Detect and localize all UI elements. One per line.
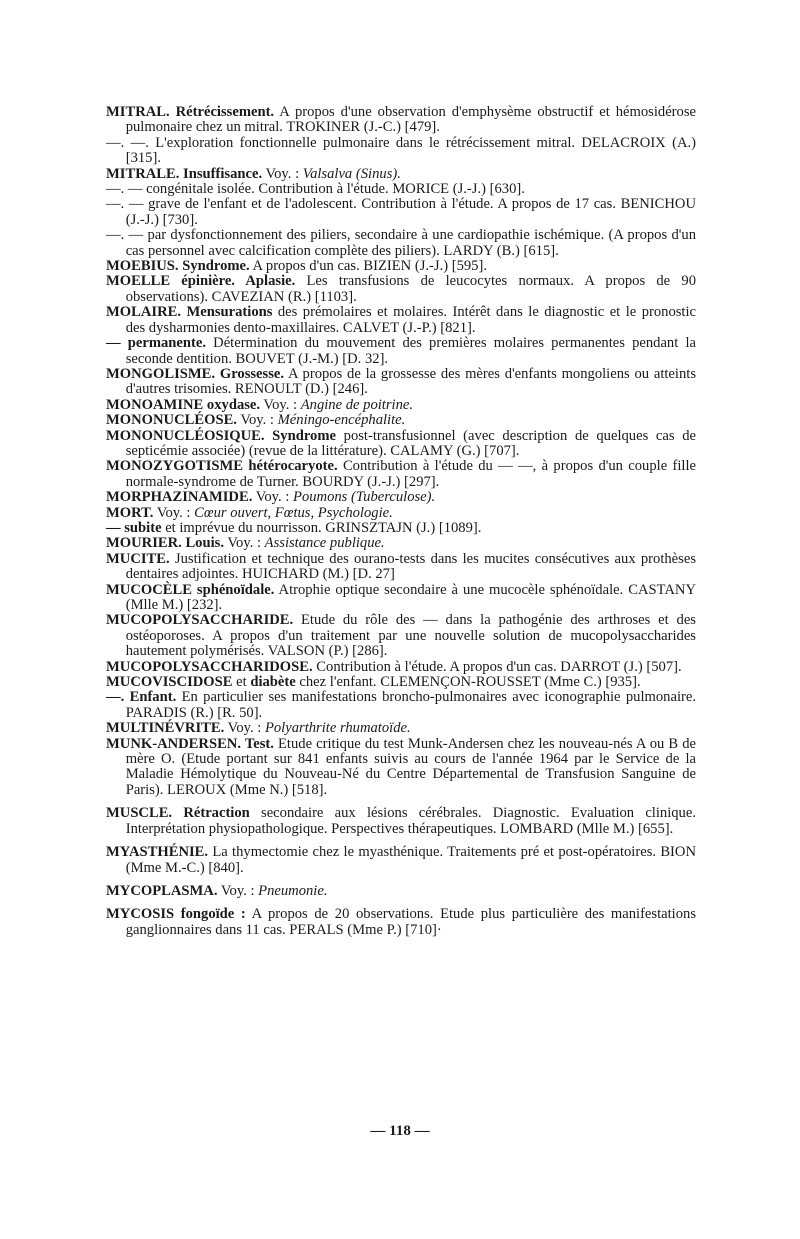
entry-text: Atrophie optique secondaire à une mucocèle sphénoïdale. CASTANY (Mlle M.) [232].	[125, 581, 696, 613]
entry-heading: MUCOVISCIDOSE	[106, 674, 233, 691]
entry-text: Voy. :	[262, 165, 303, 182]
entry-text: et imprévue du nourrisson. GRINSZTAJN (J.) [1089].	[161, 519, 482, 536]
entry-text: Etude du rôle des — dans la pathogénie des arthroses et des ostéoporoses. A propos d'un traitement par une nouvelle solution de mucopolysaccharides hautement polymérisés. VALSON (P.) [286].	[125, 612, 696, 660]
index-entry	[106, 737, 696, 799]
index-entry	[106, 521, 696, 536]
index-entry	[106, 613, 696, 659]
index-entry	[106, 845, 696, 876]
entry-heading: MYCOPLASMA.	[106, 882, 218, 899]
index-entry	[106, 536, 696, 551]
index-entry	[106, 228, 696, 259]
index-entry	[106, 197, 696, 228]
entry-text: post-transfusionnel (avec description de quelques cas de septicémie associée) (revue de la littérature). CALAMY (G.) [707].	[125, 427, 696, 459]
index-entry	[106, 398, 696, 413]
index-entry	[106, 675, 696, 690]
entry-text: Voy. :	[260, 396, 301, 413]
entry-cross-reference: Assistance publique.	[264, 535, 385, 552]
index-entry	[106, 884, 696, 899]
index-entry	[106, 336, 696, 367]
entry-text: et	[232, 674, 251, 691]
entry-cross-reference: Cœur ouvert, Fœtus, Psychologie.	[194, 504, 393, 521]
index-entry	[106, 413, 696, 428]
entry-heading: — subite	[106, 519, 162, 536]
entry-heading: MONONUCLÉOSE.	[106, 412, 237, 429]
entry-heading: MITRALE. Insuffisance.	[106, 165, 263, 182]
entry-text: Voy. :	[153, 504, 195, 521]
index-entry	[106, 907, 696, 938]
entry-text: Contribution à l'étude du — —, à propos d'un couple fille normale-syndrome de Turner. BOURDY (J.-J.) [297].	[125, 458, 697, 490]
entry-text: A propos d'une observation d'emphysème obstructif et hémosidérose pulmonaire chez un mitral. TROKINER (J.-C.) [479].	[125, 104, 696, 136]
entry-text: Voy. :	[252, 489, 294, 506]
entry-heading: MOLAIRE. Mensurations	[106, 304, 273, 321]
entry-text: —. — par dysfonctionnement des piliers, secondaire à une cardiopathie ischémique. (A propos d'un cas personnel avec calcification complète des piliers). LARDY (B.) [615].	[106, 227, 696, 259]
index-entry	[106, 721, 696, 736]
entry-text: Etude critique du test Munk-Andersen chez les nouveau-nés A ou B de mère O. (Etude portant sur 841 enfants suivis au cours de l'année 1964 par le Service de la Maladie Hémolytique du Nouveau-Né du Centre Départemental de Transfusion Sanguine de Paris). LEROUX (Mme N.) [518].	[125, 735, 696, 798]
index-entry	[106, 305, 696, 336]
index-entry	[106, 167, 696, 182]
index-entry	[106, 459, 696, 490]
entry-cross-reference: Pneumonie.	[258, 882, 328, 899]
entry-heading: MUCOCÈLE sphénoïdale.	[106, 581, 275, 598]
entry-heading: MOEBIUS. Syndrome.	[106, 258, 250, 275]
index-entry	[106, 367, 696, 398]
index-entry	[106, 182, 696, 197]
entry-text: —. — congénitale isolée. Contribution à l'étude. MORICE (J.-J.) [630].	[106, 181, 525, 198]
entry-heading: MONOZYGOTISME hétérocaryote.	[106, 458, 338, 475]
index-entry	[106, 660, 696, 675]
entry-cross-reference: Polyarthrite rhumatoïde.	[264, 720, 411, 737]
entry-text: Voy. :	[223, 535, 265, 552]
index-entry	[106, 429, 696, 460]
entry-heading: MONONUCLÉOSIQUE. Syndrome	[106, 427, 336, 444]
entry-heading: MULTINÉVRITE.	[106, 720, 225, 737]
entry-text: Contribution à l'étude. A propos d'un cas. DARROT (J.) [507].	[312, 658, 682, 675]
index-page-body	[106, 105, 696, 938]
page-number: — 118 —	[370, 1123, 430, 1139]
entry-text: Détermination du mouvement des premières molaires permanentes pendant la seconde dentition. BOUVET (J.-M.) [D. 32].	[125, 335, 696, 367]
index-entry	[106, 274, 696, 305]
entry-text: —. — grave de l'enfant et de l'adolescent. Contribution à l'étude. A propos de 17 cas. BENICHOU (J.-J.) [730].	[106, 196, 696, 228]
entry-heading: MUCOPOLYSACCHARIDOSE.	[106, 658, 313, 675]
entry-text: Voy. :	[236, 412, 278, 429]
entry-heading: MONGOLISME. Grossesse.	[106, 365, 285, 382]
entry-text: Voy. :	[217, 882, 259, 899]
entry-text: Voy. :	[224, 720, 265, 737]
entry-heading: MUCOPOLYSACCHARIDE.	[106, 612, 294, 629]
index-entry	[106, 136, 696, 167]
entry-text: Les transfusions de leucocytes normaux. A propos de 90 observations). CAVEZIAN (R.) [1103].	[125, 273, 696, 305]
entry-text: —. —. L'exploration fonctionnelle pulmonaire dans le rétrécissement mitral. DELACROIX (A.) [315].	[106, 134, 696, 167]
index-entry	[106, 583, 696, 614]
entry-text: secondaire aux lésions cérébrales. Diagnostic. Evaluation clinique. Interprétation physiopathologique. Perspectives thérapeutiques. LOMBARD (Mlle M.) [655].	[125, 805, 696, 837]
index-entry	[106, 490, 696, 505]
entry-text: A propos de 20 observations. Etude plus particulière des manifestations ganglionnaires dans 11 cas. PERALS (Mme P.) [710]·	[125, 906, 696, 938]
entry-cross-reference: Angine de poitrine.	[300, 396, 414, 413]
entry-heading: — permanente.	[106, 335, 206, 352]
index-entry	[106, 690, 696, 721]
index-entry	[106, 105, 696, 136]
index-entry	[106, 259, 696, 274]
entry-heading: MOURIER. Louis.	[106, 535, 224, 552]
entry-text: A propos d'un cas. BIZIEN (J.-J.) [595].	[249, 258, 487, 275]
entry-heading: —. Enfant.	[106, 689, 177, 706]
entry-heading: MUNK-ANDERSEN. Test.	[106, 735, 274, 752]
entry-heading: MUCITE.	[106, 550, 170, 567]
index-entry	[106, 506, 696, 521]
entry-heading: MUSCLE. Rétraction	[106, 805, 250, 822]
entry-heading: MYCOSIS fongoïde :	[106, 906, 246, 923]
entry-heading: MYASTHÉNIE.	[106, 844, 209, 861]
entry-heading-secondary: diabète	[250, 674, 296, 691]
entry-heading: MOELLE épinière. Aplasie.	[106, 273, 296, 290]
entry-text: Justification et technique des ourano-tests dans les mucites consécutives aux prothèses dentaires adjointes. HUICHARD (M.) [D. 27]	[125, 550, 696, 583]
entry-heading: MORPHAZINAMIDE.	[106, 489, 253, 506]
index-entry	[106, 806, 696, 837]
entry-cross-reference: Méningo-encéphalite.	[277, 412, 406, 429]
entry-cross-reference: Poumons (Tuberculose).	[293, 489, 436, 506]
entry-text: des prémolaires et molaires. Intérêt dans le diagnostic et le pronostic des dysharmonies dento-maxillaires. CALVET (J.-P.) [821].	[125, 304, 697, 336]
entry-heading: MORT.	[106, 504, 154, 521]
index-entry	[106, 552, 696, 583]
entry-heading: MONOAMINE oxydase.	[106, 396, 261, 413]
entry-cross-reference: Valsalva (Sinus).	[302, 165, 401, 182]
entry-heading: MITRAL. Rétrécissement.	[106, 104, 275, 120]
entry-text: La thymectomie chez le myasthénique. Traitements pré et post-opératoires. BION (Mme M.-C.) [840].	[125, 844, 696, 876]
entry-text-secondary: chez l'enfant. CLEMENÇON-ROUSSET (Mme C.) [935].	[295, 674, 641, 691]
entry-text: A propos de la grossesse des mères d'enfants mongoliens ou atteints d'autres trisomies. RENOULT (D.) [246].	[125, 365, 696, 398]
entry-text: En particulier ses manifestations broncho-pulmonaires avec iconographie pulmonaire. PARADIS (R.) [R. 50].	[125, 689, 696, 721]
